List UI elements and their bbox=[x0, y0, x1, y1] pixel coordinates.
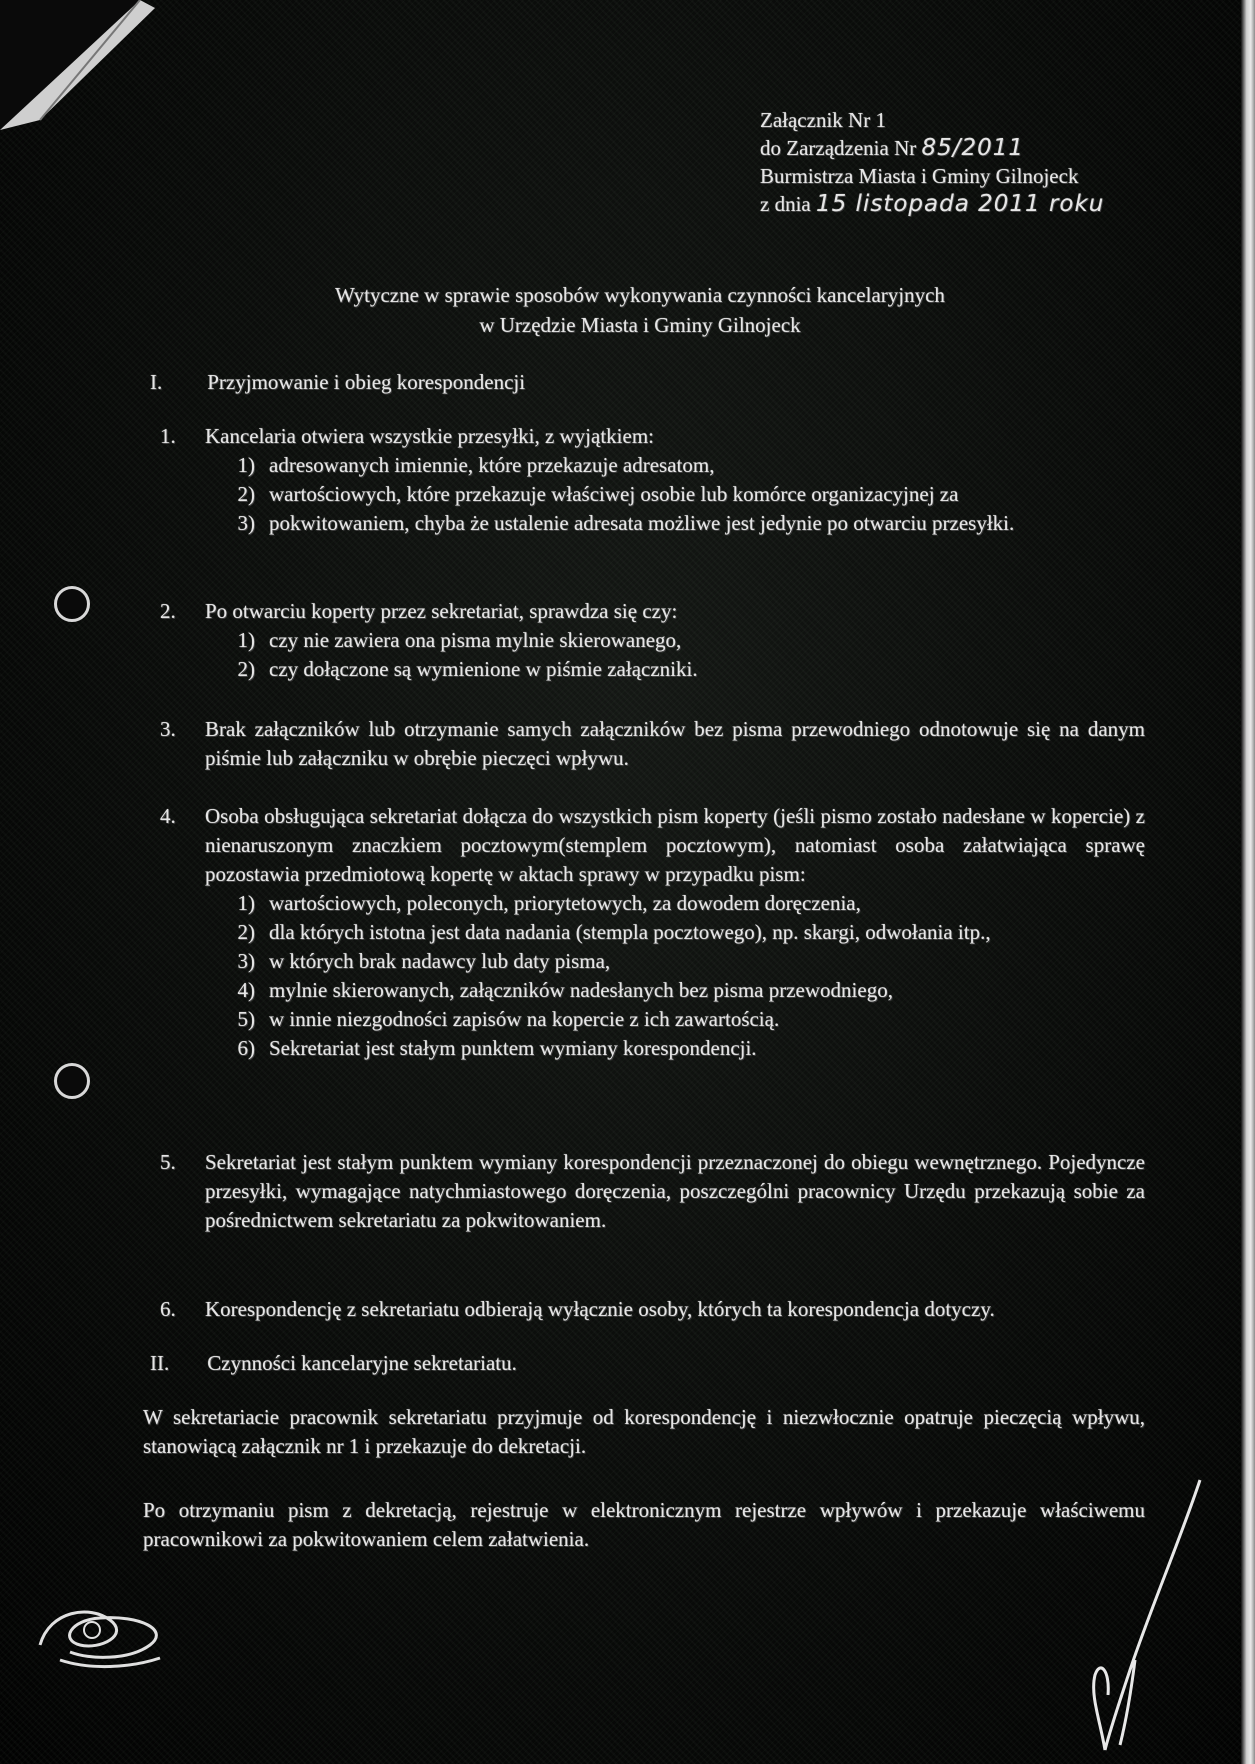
section-heading-1 bbox=[150, 368, 1150, 396]
page-edge bbox=[1241, 0, 1255, 1764]
attachment-number: Załącznik Nr 1 bbox=[760, 108, 886, 132]
paragraph: W sekretariacie pracownik sekretariatu przyjmuje od korespondencję i niezwłocznie opatruje pieczęcią wpływu, stanowiącą załącznik nr 1 i przekazuje do dekretacji. bbox=[143, 1405, 1145, 1458]
item-text: Sekretariat jest stałym punktem wymiany korespondencji przeznaczonej do obiegu wewnętrznego. Pojedyncze przesyłki, wymagające natychmiastowego doręczenia, poszczególni pracownicy Urzędu przekazują sobie za pośrednictwem sekretariatu za pokwitowaniem. bbox=[205, 1150, 1145, 1232]
ordinance-date: z dnia 15 listopada 2011 roku bbox=[760, 191, 1105, 217]
sub-item: 6) Sekretariat jest stałym punktem wymiany korespondencji. bbox=[237, 1036, 757, 1060]
title-line-2: w Urzędzie Miasta i Gminy Gilnojeck bbox=[479, 313, 801, 337]
item-text: Brak załączników lub otrzymanie samych załączników bez pisma przewodniego odnotowuje się na danym piśmie lub załączniku w obrębie pieczęci wpływu. bbox=[205, 717, 1145, 770]
issuing-authority: Burmistrza Miasta i Gminy Gilnojeck bbox=[760, 164, 1079, 188]
list-item bbox=[160, 802, 1145, 1063]
list-item bbox=[160, 1148, 1145, 1235]
sub-item: 2) dla których istotna jest data nadania (stempla pocztowego), np. skargi, odwołania itp., bbox=[237, 920, 991, 944]
sub-item: 3) w których brak nadawcy lub daty pisma, bbox=[237, 949, 611, 973]
item-text: Kancelaria otwiera wszystkie przesyłki, z wyjątkiem: bbox=[205, 424, 654, 448]
section-number: II. bbox=[150, 1351, 170, 1375]
sub-item: 1) adresowanych imiennie, które przekazuje adresatom, bbox=[237, 453, 715, 477]
initials-signature bbox=[30, 1590, 180, 1680]
item-text: Osoba obsługująca sekretariat dołącza do wszystkich pism koperty (jeśli pismo zostało nadesłane w kopercie) z nienaruszonym znaczkiem pocztowym(stemplem pocztowym), natomiast osoba załatwiająca sprawę pozostawia przedmiotową kopertę w aktach sprawy w przypadku pism: bbox=[205, 804, 1145, 886]
folded-corner bbox=[0, 0, 170, 150]
handwritten-date: 15 listopada 2011 roku bbox=[815, 191, 1105, 217]
sub-item: 3) pokwitowaniem, chyba że ustalenie adresata możliwe jest jedynie po otwarciu przesyłki. bbox=[237, 511, 1015, 535]
document-title bbox=[240, 280, 1040, 340]
sub-item: 4) mylnie skierowanych, załączników nadesłanych bez pisma przewodniego, bbox=[237, 978, 893, 1002]
item-number: 3. bbox=[160, 717, 176, 741]
title-line-1: Wytyczne w sprawie sposobów wykonywania czynności kancelaryjnych bbox=[335, 283, 945, 307]
list-item bbox=[160, 1295, 1145, 1324]
handwritten-ordinance-number: 85/2011 bbox=[921, 135, 1025, 161]
section-title: Czynności kancelaryjne sekretariatu. bbox=[207, 1351, 517, 1375]
ordinance-number: do Zarządzenia Nr 85/2011 bbox=[760, 135, 1025, 161]
sub-item: 2) wartościowych, które przekazuje właściwej osobie lub komórce organizacyjnej za bbox=[237, 482, 959, 506]
item-number: 6. bbox=[160, 1297, 176, 1321]
sub-item: 1) wartościowych, poleconych, priorytetowych, za dowodem doręczenia, bbox=[237, 891, 861, 915]
signature bbox=[1080, 1470, 1210, 1760]
section-title: Przyjmowanie i obieg korespondencji bbox=[207, 370, 526, 394]
sub-item: 2) czy dołączone są wymienione w piśmie załączniki. bbox=[237, 657, 698, 681]
item-number: 4. bbox=[160, 804, 176, 828]
list-item bbox=[160, 422, 1145, 538]
sub-item: 5) w innie niezgodności zapisów na kopercie z ich zawartością. bbox=[237, 1007, 780, 1031]
punch-hole bbox=[54, 586, 90, 622]
item-number: 5. bbox=[160, 1150, 176, 1174]
punch-hole bbox=[54, 1063, 90, 1099]
section-heading-2 bbox=[150, 1349, 1150, 1377]
item-text: Po otwarciu koperty przez sekretariat, sprawdza się czy: bbox=[205, 599, 678, 623]
item-text: Korespondencję z sekretariatu odbierają wyłącznie osoby, których ta korespondencja dotyczy. bbox=[205, 1297, 995, 1321]
sub-item: 1) czy nie zawiera ona pisma mylnie skierowanego, bbox=[237, 628, 682, 652]
list-item bbox=[160, 715, 1145, 773]
list-item bbox=[160, 597, 1145, 684]
item-number: 2. bbox=[160, 599, 176, 623]
attachment-header bbox=[760, 106, 1150, 218]
item-number: 1. bbox=[160, 424, 176, 448]
paragraph: Po otrzymaniu pism z dekretacją, rejestruje w elektronicznym rejestrze wpływów i przekazuje właściwemu pracownikowi za pokwitowaniem celem załatwienia. bbox=[143, 1498, 1145, 1551]
section-number: I. bbox=[150, 370, 163, 394]
